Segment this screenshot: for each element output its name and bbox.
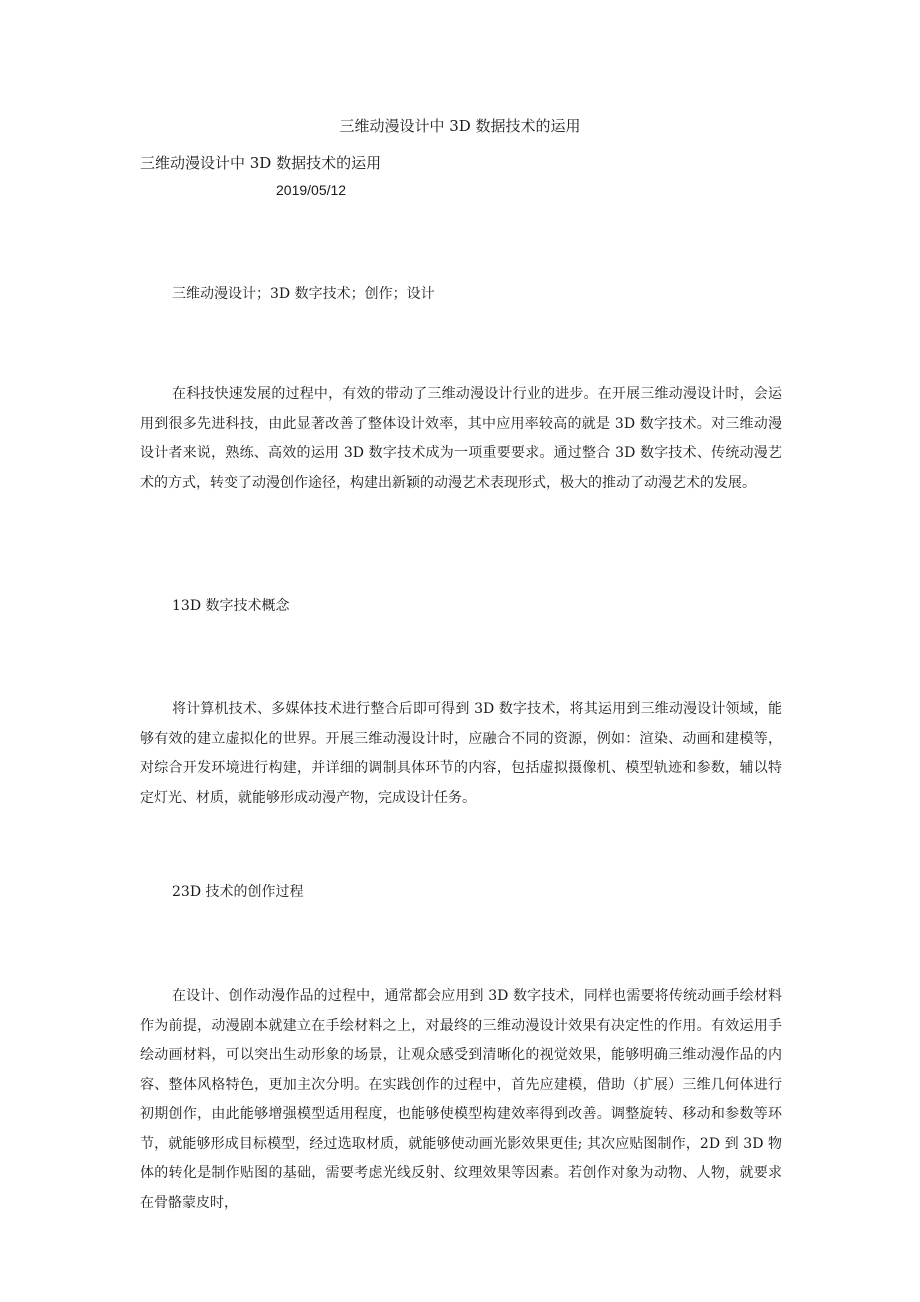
section-1-paragraph: 将计算机技术、多媒体技术进行整合后即可得到 3D 数字技术，将其运用到三维动漫设计领域，能够有效的建立虚拟化的世界。开展三维动漫设计时，应融合不同的资源，例如：渲染、动画和建模等，对综合开发环境进行构建，并详细的调制具体环节的内容，包括虚拟摄像机、模型轨迹和参数，辅以特定灯光、材质，就能够形成动漫产物，完成设计任务。 xyxy=(140,701,782,806)
section-heading-1: 13D 数字技术概念 xyxy=(172,598,290,614)
section-heading-2: 23D 技术的创作过程 xyxy=(172,884,304,900)
publish-date: 2019/05/12 xyxy=(276,182,347,198)
document-title: 三维动漫设计中 3D 数据技术的运用 xyxy=(339,117,581,135)
section-2-paragraph: 在设计、创作动漫作品的过程中，通常都会应用到 3D 数字技术，同样也需要将传统动画手绘材料作为前提，动漫剧本就建立在手绘材料之上，对最终的三维动漫设计效果有决定性的作用。有效运用手绘动画材料，可以突出生动形象的场景，让观众感受到清晰化的视觉效果，能够明确三维动漫作品的内容、整体风格特色，更加主次分明。在实践创作的过程中，首先应建模，借助（扩展）三维几何体进行初期创作，由此能够增强模型适用程度，也能够使模型构建效率得到改善。调整旋转、移动和参数等环节，就能够形成目标模型，经过选取材质，就能够使动画光影效果更佳; 其次应贴图制作，2D 到 3D 物体的转化是制作贴图的基础，需要考虑光线反射、纹理效果等因素。若创作对象为动物、人物，就要求在骨骼蒙皮时， xyxy=(140,988,782,1211)
document-subtitle: 三维动漫设计中 3D 数据技术的运用 xyxy=(140,154,382,172)
keywords-line: 三维动漫设计；3D 数字技术；创作；设计 xyxy=(172,286,435,302)
intro-paragraph: 在科技快速发展的过程中，有效的带动了三维动漫设计行业的进步。在开展三维动漫设计时，会运用到很多先进科技，由此显著改善了整体设计效率，其中应用率较高的就是 3D 数字技术。对三维动漫设计者来说，熟练、高效的运用 3D 数字技术成为一项重要要求。通过整合 3D 数字技术、传统动漫艺术的方式，转变了动漫创作途径，构建出新颖的动漫艺术表现形式，极大的推动了动漫艺术的发展。 xyxy=(140,386,782,491)
